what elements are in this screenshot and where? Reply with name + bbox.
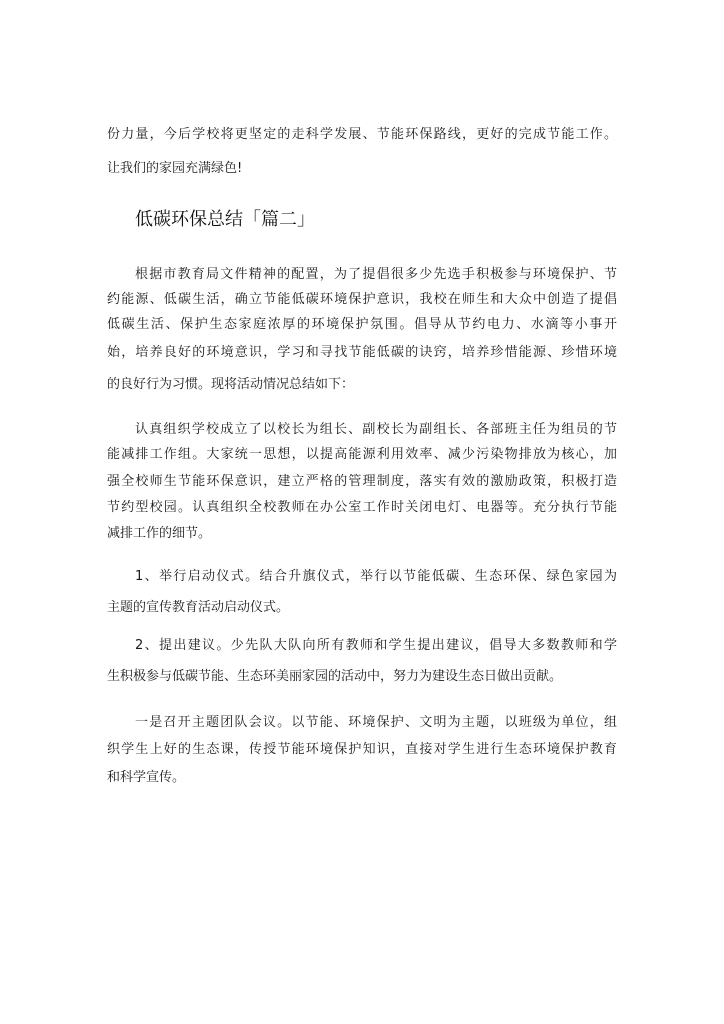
paragraph-line: 让我们的家园充满绿色! — [107, 161, 243, 176]
paragraph-line: 根据市教育局文件精神的配置，为了提倡很多少先选手积极参与环境保护、节 — [135, 267, 617, 282]
paragraph-line: 份力量，今后学校将更坚定的走科学发展、节能环保路线，更好的完成节能工作。 — [107, 127, 617, 142]
paragraph-line: 2、提出建议。少先队大队向所有教师和学生提出建议，倡导大多数教师和学 — [135, 638, 617, 653]
paragraph-line: 的良好行为习惯。现将活动情况总结如下： — [107, 377, 355, 392]
paragraph-line: 织学生上好的生态课，传授节能环境保护知识，直接对学生进行生态环境保护教育 — [107, 742, 617, 757]
paragraph-line: 认真组织学校成立了以校长为组长、副校长为副组长、各部班主任为组员的节 — [135, 422, 617, 437]
section-heading: 低碳环保总结「篇二」 — [135, 209, 315, 230]
paragraph-line: 和科学宣传。 — [107, 770, 186, 785]
paragraph-line: 生积极参与低碳节能、生态环美丽家园的活动中，努力为建设生态日做出贡献。 — [107, 669, 563, 684]
paragraph-line: 主题的宣传教育活动启动仪式。 — [107, 600, 290, 615]
paragraph-line: 1、举行启动仪式。结合升旗仪式，举行以节能低碳、生态环保、绿色家园为 — [135, 569, 617, 584]
paragraph-line: 能减排工作组。大家统一思想，以提高能源利用效率、减少污染物排放为核心，加 — [107, 447, 617, 462]
paragraph-line: 低碳生活、保护生态家庭浓厚的环境保护氛围。倡导从节约电力、水滴等小事开 — [107, 317, 617, 332]
paragraph-line: 约能源、低碳生活，确立节能低碳环境保护意识，我校在师生和大众中创造了提倡 — [107, 292, 617, 307]
paragraph-line: 一是召开主题团队会议。以节能、环境保护、文明为主题，以班级为单位，组 — [135, 715, 617, 730]
paragraph-line: 减排工作的细节。 — [107, 526, 212, 541]
paragraph-line: 节约型校园。认真组织全校教师在办公室工作时关闭电灯、电器等。充分执行节能 — [107, 500, 617, 515]
paragraph-line: 始，培养良好的环境意识，学习和寻找节能低碳的诀窍，培养珍惜能源、珍惜环境 — [107, 345, 617, 360]
paragraph-line: 强全校师生节能环保意识，建立严格的管理制度，落实有效的激励政策，积极打造 — [107, 474, 617, 489]
